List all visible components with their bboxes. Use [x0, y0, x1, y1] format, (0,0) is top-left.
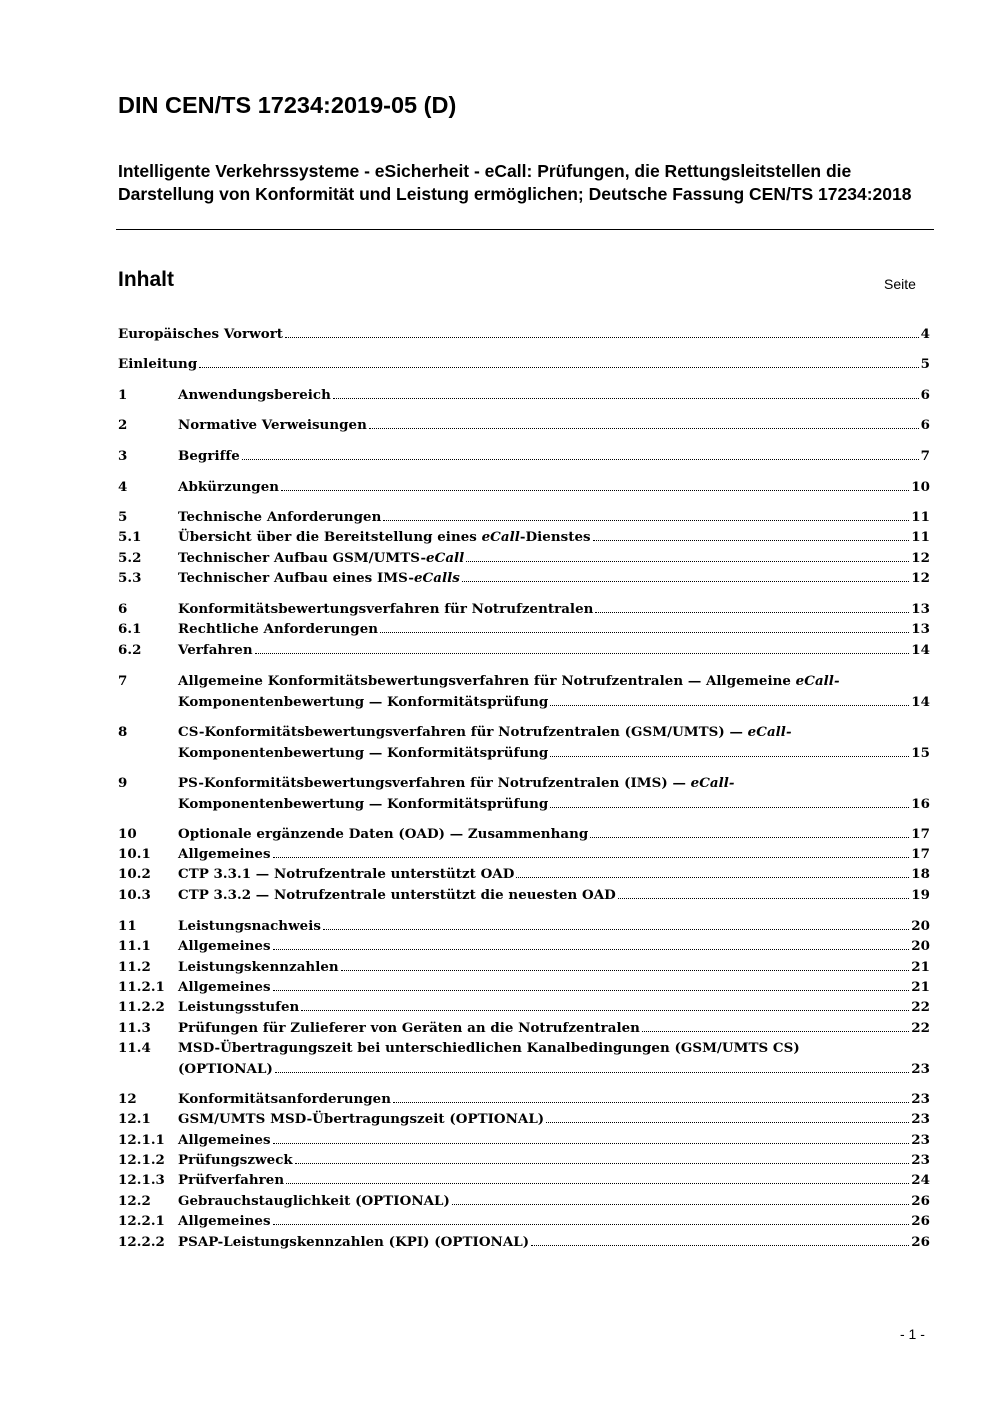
toc-entry-title: Anwendungsbereich [178, 387, 331, 403]
toc-entry-line [118, 1191, 930, 1212]
dot-leader [323, 929, 909, 930]
toc-entry-title: CTP 3.3.2 — Notrufzentrale unterstützt die neuesten OAD [178, 887, 616, 903]
toc-entry-number: 12.1 [118, 1111, 151, 1127]
toc-entry-line [118, 1232, 930, 1253]
toc-entry-page: 13 [911, 621, 930, 637]
dot-leader [286, 1183, 909, 1184]
toc-entry-number: 8 [118, 724, 128, 740]
toc-entry-line [118, 957, 930, 978]
toc-entry-number: 10.2 [118, 866, 151, 882]
toc-entry-number: 3 [118, 448, 128, 464]
toc-entry-title: Verfahren [178, 642, 253, 658]
title-divider [116, 229, 934, 230]
toc-entry-line [118, 1109, 930, 1130]
toc-heading: Inhalt [118, 268, 174, 291]
toc-entry-number: 12.2.1 [118, 1213, 165, 1229]
toc-entry-number: 12.1.2 [118, 1152, 165, 1168]
toc-entry-title: MSD-Übertragungszeit bei unterschiedlichen Kanalbedingungen (GSM/UMTS CS) [178, 1040, 800, 1056]
toc-entry-title-italic: eCall [426, 550, 465, 566]
page-column-label: Seite [884, 276, 916, 292]
toc-entry-number: 6.2 [118, 642, 142, 658]
toc-entry-page: 4 [920, 326, 930, 342]
toc-entry-title-italic: eCall- [690, 775, 735, 791]
toc-entry-title: Allgemeines [178, 938, 271, 954]
toc-entry-line [118, 385, 930, 406]
dot-leader [273, 857, 910, 858]
dot-leader [273, 1143, 910, 1144]
toc-entry-number: 6 [118, 601, 128, 617]
toc-entry-title [178, 527, 591, 548]
toc-entry[interactable] [118, 1038, 930, 1079]
toc-entry[interactable] [118, 885, 930, 906]
toc-entry-page: 21 [911, 979, 930, 995]
toc-entry[interactable] [118, 844, 930, 865]
toc-entry-line [118, 1038, 930, 1059]
toc-entry-page: 17 [911, 846, 930, 862]
toc-entry-title: Prüfungen für Zulieferer von Geräten an die Notrufzentralen [178, 1020, 640, 1036]
toc-entry-line [118, 446, 930, 467]
toc-entry-page: 5 [920, 356, 930, 372]
toc-entry-title: Technische Anforderungen [178, 509, 382, 525]
toc-entry-line [118, 1130, 930, 1151]
document-title: Intelligente Verkehrssysteme - eSicherheit - eCall: Prüfungen, die Rettungsleitstellen die Darstellung von Konformität und Leistung ermöglichen; Deutsche Fassung CEN/TS 17234:2018 [118, 161, 912, 204]
toc-entry-line [118, 916, 930, 937]
toc-entry-line [118, 722, 930, 743]
toc-entry-line [118, 354, 930, 375]
toc-entry-page: 17 [911, 826, 930, 842]
toc-entry[interactable] [118, 599, 930, 620]
dot-leader [275, 1072, 909, 1073]
dot-leader [618, 898, 909, 899]
toc-entry-line [118, 1170, 930, 1191]
dot-leader [590, 837, 909, 838]
toc-entry[interactable] [118, 527, 930, 548]
toc-entry-title: Leistungskennzahlen [178, 959, 339, 975]
dot-leader [273, 990, 910, 991]
toc-entry-title: Optionale ergänzende Daten (OAD) — Zusammenhang [178, 826, 589, 842]
toc-entry-number: 11.2.1 [118, 979, 165, 995]
toc-entry-title-continued: Komponentenbewertung — Konformitätsprüfung [178, 744, 549, 761]
toc-entry-page: 26 [911, 1213, 930, 1229]
toc-entry-number: 2 [118, 417, 128, 433]
document-id: DIN CEN/TS 17234:2019-05 (D) [118, 92, 457, 118]
toc-entry-line [118, 1059, 930, 1080]
toc-entry[interactable] [118, 1109, 930, 1130]
toc-entry-title-text: PS-Konformitätsbewertungsverfahren für Notrufzentralen (IMS) — [178, 775, 691, 791]
dot-leader [516, 877, 909, 878]
toc-entry-line [118, 844, 930, 865]
dot-leader [466, 561, 909, 562]
toc-entry-line [118, 527, 930, 548]
toc-entry-title-text: Übersicht über die Bereitstellung eines [178, 529, 482, 545]
toc-entry-line [118, 773, 930, 794]
toc-entry-number: 5 [118, 509, 128, 525]
toc-entry-page: 13 [911, 601, 930, 617]
toc-entry-title: GSM/UMTS MSD-Übertragungszeit (OPTIONAL) [178, 1111, 545, 1127]
toc-entry-page: 12 [911, 550, 930, 566]
toc-entry-title: Normative Verweisungen [178, 417, 367, 433]
toc-entry-page: 10 [911, 479, 930, 495]
toc-entry-page: 23 [911, 1111, 930, 1127]
toc-entry-page: 18 [911, 866, 930, 882]
dot-leader [642, 1031, 909, 1032]
toc-entry-title [178, 671, 840, 692]
toc-entry-page: 11 [911, 509, 930, 525]
toc-entry-number: 6.1 [118, 621, 142, 637]
toc-entry-title: Gebrauchstauglichkeit (OPTIONAL) [178, 1193, 450, 1209]
toc-entry-page: 6 [920, 417, 930, 433]
toc-entry-line [118, 977, 930, 998]
toc-entry-page: 14 [911, 642, 930, 658]
toc-entry-number: 11.2.2 [118, 999, 165, 1015]
toc-entry-title-italic: eCall [481, 529, 520, 545]
toc-entry-line [118, 794, 930, 815]
toc-entry-title: Allgemeines [178, 1132, 271, 1148]
toc-entry[interactable] [118, 446, 930, 467]
toc-entry[interactable] [118, 1170, 930, 1191]
toc-entry-number: 12 [118, 1091, 137, 1107]
toc-entry[interactable] [118, 916, 930, 937]
toc-entry-title-italic: eCall- [747, 724, 792, 740]
toc-entry-page: 22 [911, 999, 930, 1015]
toc-entry-line [118, 885, 930, 906]
toc-entry-line [118, 568, 930, 589]
dot-leader [550, 756, 909, 757]
dot-leader [546, 1122, 909, 1123]
toc-entry-title-continued: Komponentenbewertung — Konformitätsprüfung [178, 693, 549, 710]
toc-entry-line [118, 864, 930, 885]
toc-entry-page: 23 [911, 1132, 930, 1148]
dot-leader [255, 653, 910, 654]
toc-entry[interactable] [118, 385, 930, 406]
dot-leader [550, 807, 909, 808]
dot-leader [333, 398, 919, 399]
dot-leader [550, 705, 909, 706]
toc-entry[interactable] [118, 1150, 930, 1171]
toc-entry-line [118, 743, 930, 764]
toc-entry-title: Rechtliche Anforderungen [178, 621, 379, 637]
toc-entry-number: 9 [118, 775, 128, 791]
toc-entry-page: 20 [911, 918, 930, 934]
toc-entry-number: 10.3 [118, 887, 151, 903]
toc-entry-title-italic: eCalls [413, 570, 460, 586]
toc-entry-title: Einleitung [118, 356, 198, 372]
toc-entry-title [178, 568, 460, 589]
toc-entry[interactable] [118, 324, 930, 345]
toc-entry-number: 11.3 [118, 1020, 151, 1036]
toc-entry-title-continued: (OPTIONAL) [178, 1060, 273, 1077]
toc-entry-page: 7 [920, 448, 930, 464]
toc-entry-title: Leistungsnachweis [178, 918, 321, 934]
toc-entry-title: CTP 3.3.1 — Notrufzentrale unterstützt OAD [178, 866, 515, 882]
toc-entry[interactable] [118, 824, 930, 845]
dot-leader [199, 367, 918, 368]
toc-entry[interactable] [118, 568, 930, 589]
toc-entry-title [178, 722, 792, 743]
toc-entry-line [118, 599, 930, 620]
toc-entry[interactable] [118, 671, 930, 712]
toc-entry-number: 4 [118, 479, 128, 495]
toc-entry-page: 23 [911, 1060, 930, 1077]
toc-entry[interactable] [118, 997, 930, 1018]
toc-entry-line [118, 477, 930, 498]
toc-entry-title: Allgemeines [178, 979, 271, 995]
toc-entry-number: 11.1 [118, 938, 151, 954]
dot-leader [369, 428, 919, 429]
toc-entry-page: 22 [911, 1020, 930, 1036]
toc-entry-line [118, 1150, 930, 1171]
toc-entry-title-italic: eCall- [795, 673, 840, 689]
toc-entry-title: Begriffe [178, 448, 240, 464]
dot-leader [285, 337, 919, 338]
toc-entry-line [118, 640, 930, 661]
toc-entry[interactable] [118, 1018, 930, 1039]
toc-entry-number: 7 [118, 673, 128, 689]
toc-entry-number: 10.1 [118, 846, 151, 862]
toc-entry-title: Prüfungszweck [178, 1152, 293, 1168]
dot-leader [281, 490, 909, 491]
toc-entry-line [118, 997, 930, 1018]
toc-entry[interactable] [118, 1130, 930, 1151]
toc-entry[interactable] [118, 1232, 930, 1253]
toc-entry[interactable] [118, 619, 930, 640]
toc-entry-page: 12 [911, 570, 930, 586]
dot-leader [301, 1010, 909, 1011]
toc-entry-page: 26 [911, 1193, 930, 1209]
toc-entry-title: Allgemeines [178, 846, 271, 862]
dot-leader [380, 632, 909, 633]
toc-entry[interactable] [118, 507, 930, 528]
toc-entry-page: 20 [911, 938, 930, 954]
toc-entry[interactable] [118, 1191, 930, 1212]
dot-leader [462, 581, 909, 582]
toc-entry-title-text: Allgemeine Konformitätsbewertungsverfahren für Notrufzentralen — Allgemeine [178, 673, 796, 689]
toc-entry-number: 10 [118, 826, 137, 842]
toc-entry-line [118, 824, 930, 845]
toc-entry-title-text: Technischer Aufbau eines IMS- [178, 570, 414, 586]
toc-entry[interactable] [118, 1211, 930, 1232]
toc-entry[interactable] [118, 640, 930, 661]
toc-entry-number: 12.1.1 [118, 1132, 165, 1148]
toc-entry-number: 1 [118, 387, 128, 403]
toc-entry-line [118, 619, 930, 640]
dot-leader [295, 1163, 910, 1164]
toc-entry[interactable] [118, 773, 930, 814]
toc-entry-line [118, 415, 930, 436]
dot-leader [242, 459, 919, 460]
toc-entry-page: 14 [911, 693, 930, 710]
toc-entry-page: 23 [911, 1091, 930, 1107]
toc-entry-line [118, 1018, 930, 1039]
toc-entry-number: 12.2 [118, 1193, 151, 1209]
toc-entry-title-continued: Komponentenbewertung — Konformitätsprüfung [178, 795, 549, 812]
toc-entry[interactable] [118, 957, 930, 978]
dot-leader [273, 1224, 910, 1225]
dot-leader [383, 520, 909, 521]
toc-entry-title: Leistungsstufen [178, 999, 300, 1015]
toc-entry-title: PSAP-Leistungskennzahlen (KPI) (OPTIONAL) [178, 1234, 530, 1250]
toc-entry-page: 19 [911, 887, 930, 903]
toc-entry-title-text: Technischer Aufbau GSM/UMTS- [178, 550, 427, 566]
toc-entry[interactable] [118, 936, 930, 957]
toc-entry-number: 11.2 [118, 959, 151, 975]
toc-entry-title: Europäisches Vorwort [118, 326, 284, 342]
toc-entry-line [118, 1089, 930, 1110]
toc-entry-title [178, 773, 735, 794]
toc-entry-title: Allgemeines [178, 1213, 271, 1229]
toc-entry-title [178, 548, 464, 569]
dot-leader [341, 970, 910, 971]
toc-entry-title: Prüfverfahren [178, 1172, 285, 1188]
toc-entry-page: 11 [911, 529, 930, 545]
dot-leader [393, 1102, 909, 1103]
toc-entry[interactable] [118, 1089, 930, 1110]
toc-entry-title: Konformitätsbewertungsverfahren für Notrufzentralen [178, 601, 594, 617]
toc-entry-number: 5.2 [118, 550, 142, 566]
toc-entry[interactable] [118, 354, 930, 375]
dot-leader [595, 612, 909, 613]
dot-leader [273, 949, 910, 950]
toc-entry-number: 11.4 [118, 1040, 151, 1056]
toc-entry-line [118, 507, 930, 528]
toc-entry-line [118, 936, 930, 957]
page-number: - 1 - [900, 1326, 925, 1342]
toc-entry[interactable] [118, 977, 930, 998]
toc-entry-number: 12.2.2 [118, 1234, 165, 1250]
toc-entry-page: 15 [911, 744, 930, 761]
dot-leader [593, 540, 910, 541]
toc-entry[interactable] [118, 864, 930, 885]
toc-entry-page: 24 [911, 1172, 930, 1188]
toc-entry[interactable] [118, 548, 930, 569]
toc-entry-title: Abkürzungen [178, 479, 280, 495]
toc-entry-number: 12.1.3 [118, 1172, 165, 1188]
toc-entry-page: 26 [911, 1234, 930, 1250]
toc-entry-page: 21 [911, 959, 930, 975]
toc-entry-title: Konformitätsanforderungen [178, 1091, 392, 1107]
toc-entry[interactable] [118, 415, 930, 436]
toc-entry-number: 5.1 [118, 529, 142, 545]
toc-entry[interactable] [118, 722, 930, 763]
toc-entry-number: 5.3 [118, 570, 142, 586]
toc-entry[interactable] [118, 477, 930, 498]
toc-entry-title-text: CS-Konformitätsbewertungsverfahren für Notrufzentralen (GSM/UMTS) — [178, 724, 748, 740]
toc-entry-line [118, 548, 930, 569]
toc-entry-line [118, 671, 930, 692]
toc-entry-number: 11 [118, 918, 137, 934]
toc-entry-line [118, 692, 930, 713]
toc-entry-page: 16 [911, 795, 930, 812]
toc-entry-line [118, 1211, 930, 1232]
toc-entry-title-text: -Dienstes [519, 529, 591, 545]
dot-leader [531, 1245, 909, 1246]
toc-entry-line [118, 324, 930, 345]
toc-entry-page: 23 [911, 1152, 930, 1168]
dot-leader [452, 1204, 909, 1205]
toc-entry-page: 6 [920, 387, 930, 403]
